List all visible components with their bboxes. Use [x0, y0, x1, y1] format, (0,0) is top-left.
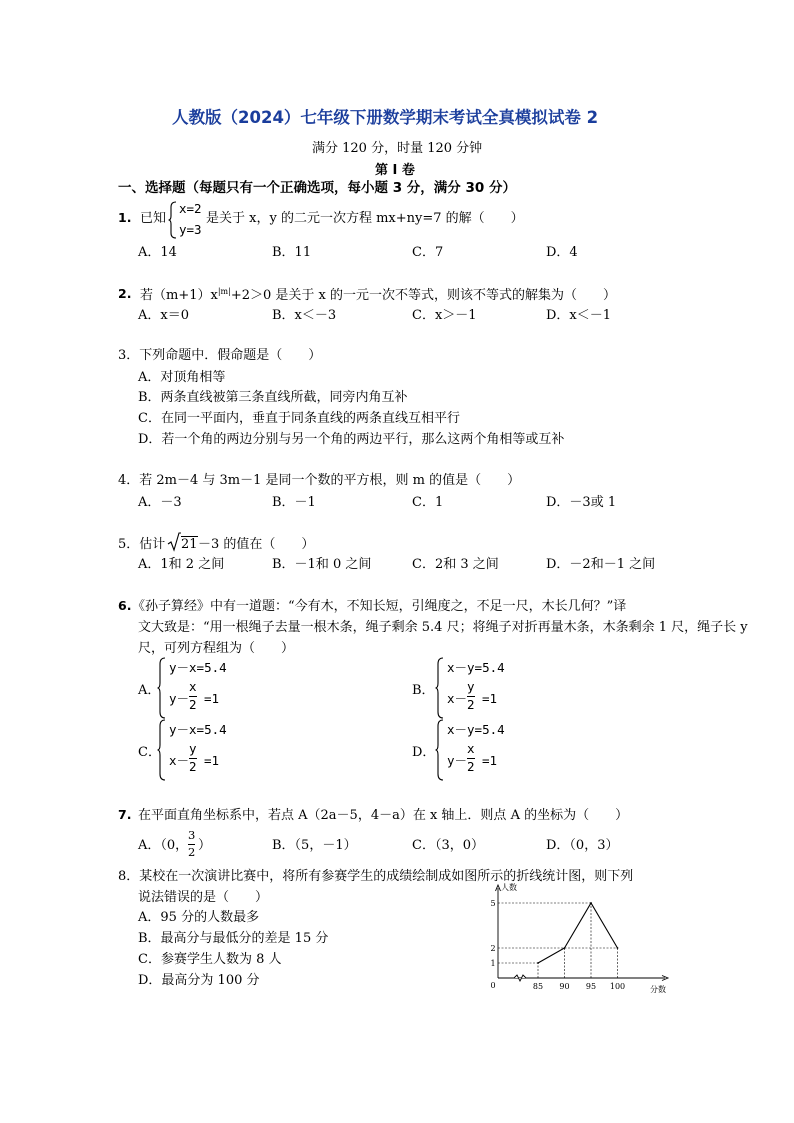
option-b: B．两条直线被第三条直线所截，同旁内角互补 — [138, 390, 408, 405]
data-point — [590, 902, 592, 904]
equation-row: y－x=5.4 — [169, 722, 227, 737]
equation-row: x－y=5.4 — [447, 722, 505, 737]
option-d: D．（0，3） — [546, 838, 619, 853]
fraction — [189, 743, 197, 773]
brace-icon — [157, 657, 167, 719]
question-text-post: +2＞0 是关于 x 的一元一次不等式，则该不等式的解集为（ ） — [230, 288, 616, 303]
question-text-pre: 若（m+1）x — [140, 288, 218, 303]
option-b: B．（5，－1） — [272, 838, 357, 853]
fraction — [189, 681, 197, 711]
question-text: 已知 — [140, 211, 167, 226]
option-a: A．（0， — [138, 838, 189, 853]
option-a: A．对顶角相等 — [138, 370, 226, 385]
equation-row: x－y=5.4 — [447, 660, 505, 675]
brace-icon — [435, 719, 445, 781]
brace-icon — [157, 719, 167, 781]
option-c: C．7 — [412, 245, 444, 260]
data-point — [617, 947, 619, 949]
x-axis-label: 分数 — [650, 985, 666, 994]
y-axis-label: 人数 — [501, 883, 517, 892]
option-d: D．若一个角的两边分别与另一个角的两边平行，那么这两个角相等或互补 — [138, 432, 565, 447]
brace-icon — [435, 657, 445, 719]
question-text: 5．估计 — [118, 537, 166, 552]
section-heading: 一、选择题（每题只有一个正确选项，每小题 3 分，满分 30 分） — [118, 180, 516, 196]
question-text: 说法错误的是（ ） — [138, 890, 269, 905]
equation-suffix: =1 — [204, 691, 220, 706]
fraction — [188, 830, 195, 858]
option-b: B．－1和 0 之间 — [272, 557, 372, 572]
series-line — [538, 903, 618, 963]
axis-break-icon — [514, 975, 526, 981]
denominator: 2 — [467, 758, 475, 774]
option-c: C．x＞－1 — [412, 308, 477, 323]
numerator: y — [189, 741, 197, 756]
option-d: D．x＜－1 — [546, 308, 612, 323]
option-a: A．95 分的人数最多 — [138, 910, 260, 925]
data-point — [537, 962, 539, 964]
option-a: A．－3 — [138, 495, 182, 510]
option-c: C．（3，0） — [412, 838, 484, 853]
option-d: D．4 — [546, 245, 578, 260]
exponent: |m| — [217, 287, 231, 296]
option-c: C．1 — [412, 495, 444, 510]
option-a: A．1和 2 之间 — [138, 557, 225, 572]
page-title: 人教版（2024）七年级下册数学期末考试全真模拟试卷 2 — [172, 108, 599, 127]
denominator: 2 — [188, 844, 196, 859]
equation-row: y=3 — [179, 222, 202, 237]
question-text: 文大致是：“用一根绳子去量一根木条，绳子剩余 5.4 尺；将绳子对折再量木条，木条剩余 1 尺，绳子长 y — [138, 620, 748, 635]
equation-row: y－x=5.4 — [169, 660, 227, 675]
question-number: 1. — [118, 210, 132, 225]
x-tick-label: 100 — [609, 982, 626, 991]
option-c: C．参赛学生人数为 8 人 — [138, 952, 282, 967]
question-text: 《孙子算经》中有一道题：“今有木，不知长短，引绳度之，不足一尺，木长几何？”译 — [132, 599, 627, 614]
volume-label: 第 I 卷 — [375, 163, 415, 178]
equation-prefix: y－ — [447, 753, 468, 768]
x-tick-label: 95 — [585, 982, 597, 991]
question-text: 尺，可列方程组为（ ） — [138, 641, 295, 656]
data-point — [564, 947, 566, 949]
option-label: A． — [138, 683, 161, 698]
option-a: A．14 — [138, 245, 177, 260]
option-b: B．－1 — [272, 495, 316, 510]
question-text: 8．某校在一次演讲比赛中，将所有参赛学生的成绩绘制成如图所示的折线统计图，则下列 — [118, 869, 634, 884]
equation-row: x=2 — [179, 201, 202, 216]
question-text: 4．若 2m－4 与 3m－1 是同一个数的平方根，则 m 的值是（ ） — [118, 473, 521, 488]
line-chart — [480, 880, 680, 995]
option-a-close: ） — [198, 838, 212, 853]
option-label: B． — [412, 683, 435, 698]
option-b: B．x＜－3 — [272, 308, 337, 323]
option-c: C．在同一平面内，垂直于同条直线的两条直线互相平行 — [138, 411, 460, 426]
numerator: 3 — [188, 828, 196, 842]
brace-icon — [168, 201, 178, 239]
question-text: 是关于 x，y 的二元一次方程 mx+ny=7 的解（ ） — [206, 211, 524, 226]
x-tick-label: 85 — [532, 982, 544, 991]
numerator: y — [467, 679, 475, 694]
option-b: B．最高分与最低分的差是 15 分 — [138, 931, 329, 946]
equation-suffix: =1 — [482, 753, 498, 768]
equation-suffix: =1 — [204, 753, 220, 768]
equation-prefix: y－ — [169, 691, 190, 706]
option-d: D．最高分为 100 分 — [138, 973, 260, 988]
option-d: D．－3或 1 — [546, 495, 617, 510]
equation-prefix: x－ — [169, 753, 190, 768]
question-text: －3 的值在（ ） — [198, 537, 315, 552]
radicand: 21 — [181, 537, 198, 552]
numerator: x — [189, 679, 197, 694]
exam-info: 满分 120 分，时量 120 分钟 — [312, 141, 483, 156]
option-a: A．x＝0 — [138, 308, 189, 323]
origin-label: 0 — [490, 981, 496, 990]
denominator: 2 — [189, 696, 197, 712]
option-label: D． — [412, 745, 436, 760]
question-number: 7. — [118, 807, 132, 822]
option-c: C．2和 3 之间 — [412, 557, 499, 572]
sqrt-icon — [167, 532, 181, 552]
fraction — [467, 681, 475, 711]
option-label: C． — [138, 745, 161, 760]
option-b: B．11 — [272, 245, 312, 260]
x-tick-label: 90 — [559, 982, 570, 991]
question-number: 6. — [118, 598, 132, 613]
equation-suffix: =1 — [482, 691, 498, 706]
question-text: 3．下列命题中．假命题是（ ） — [118, 348, 322, 363]
y-tick-label: 2 — [490, 944, 496, 953]
numerator: x — [467, 741, 475, 756]
question-text — [140, 288, 616, 302]
question-text: 在平面直角坐标系中，若点 A（2a－5，4－a）在 x 轴上．则点 A 的坐标为（ ） — [138, 808, 629, 823]
option-d: D．－2和－1 之间 — [546, 557, 656, 572]
y-tick-label: 1 — [490, 959, 496, 968]
denominator: 2 — [189, 758, 197, 774]
y-tick-label: 5 — [490, 899, 496, 908]
equation-prefix: x－ — [447, 691, 468, 706]
question-number: 2. — [118, 286, 132, 301]
denominator: 2 — [467, 696, 475, 712]
fraction — [467, 743, 475, 773]
